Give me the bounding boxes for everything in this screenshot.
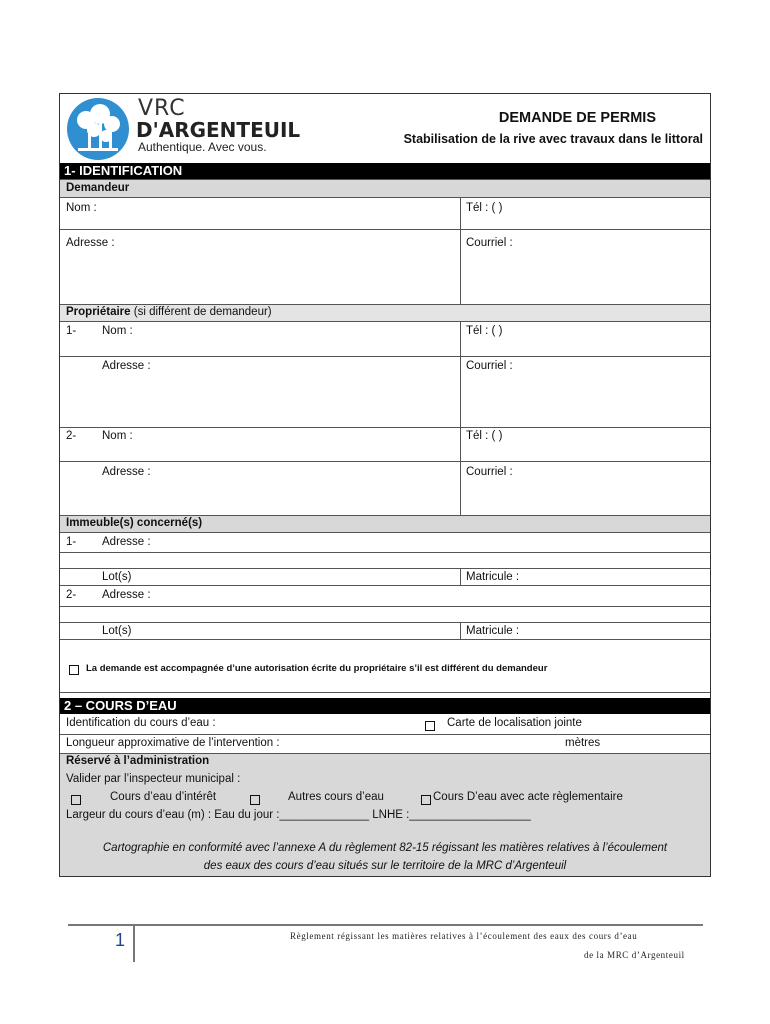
reserve-admin-panel [60, 753, 710, 876]
row-divider [60, 229, 710, 230]
row-divider [60, 461, 710, 462]
section-2-header [60, 698, 710, 714]
owner-1-num: 1- [66, 325, 77, 337]
column-divider [460, 622, 461, 639]
immeuble-heading: Immeuble(s) concerné(s) [66, 517, 203, 529]
row-divider [60, 552, 710, 553]
owner-2-adresse-label: Adresse : [102, 466, 151, 478]
row-divider [60, 356, 710, 357]
cartographie-line2: des eaux des cours d’eau situés sur le territoire de la MRC d’Argenteuil [203, 860, 567, 872]
autres-label: Autres cours d’eau [288, 791, 384, 803]
owner-1-courriel-label: Courriel : [466, 360, 513, 372]
immeuble-2-lot-label: Lot(s) [102, 625, 132, 637]
proprietaire-note: (si différent de demandeur) [130, 306, 272, 318]
proprietaire-heading-wrap [66, 306, 272, 318]
reserve-heading: Réservé à l’administration [66, 755, 210, 767]
interet-label: Cours d’eau d’intérêt [110, 791, 217, 803]
demandeur-header [60, 179, 710, 198]
page-subtitle: Stabilisation de la rive avec travaux dans le littoral [403, 132, 703, 146]
page-title: DEMANDE DE PERMIS [498, 110, 656, 126]
carte-label: Carte de localisation jointe [447, 717, 582, 729]
demandeur-tel-label: Tél : ( ) [466, 202, 503, 214]
footer-divider [133, 924, 135, 962]
autorisation-checkbox[interactable] [69, 662, 79, 680]
interet-checkbox[interactable] [71, 792, 81, 810]
immeuble-header [60, 515, 710, 533]
logo-line1: VRC [138, 96, 186, 121]
demandeur-adresse-label: Adresse : [66, 237, 115, 249]
owner-2-courriel-label: Courriel : [466, 466, 513, 478]
demandeur-courriel-label: Courriel : [466, 237, 513, 249]
proprietaire-header [60, 304, 710, 322]
demandeur-nom-label: Nom : [66, 202, 97, 214]
immeuble-2-matricule-label: Matricule : [466, 625, 520, 637]
mrc-logo-icon [64, 96, 132, 162]
immeuble-2-num: 2- [66, 589, 77, 601]
footer-rule [68, 924, 703, 926]
identification-label: Identification du cours d’eau : [66, 717, 216, 729]
acte-label: Cours D’eau avec acte règlementaire [433, 791, 623, 803]
autorisation-label: La demande est accompagnée d’une autorisation écrite du propriétaire s’il est différent du demandeur [86, 663, 548, 674]
owner-2-num: 2- [66, 430, 77, 442]
row-divider [60, 568, 710, 569]
permit-form [59, 93, 711, 877]
acte-checkbox[interactable] [421, 792, 431, 810]
longueur-label: Longueur approximative de l’intervention : [66, 737, 280, 749]
immeuble-1-lot-label: Lot(s) [102, 571, 132, 583]
proprietaire-heading: Propriétaire [66, 306, 131, 318]
row-divider [60, 622, 710, 623]
row-divider [60, 692, 710, 693]
page-number: 1 [115, 930, 126, 950]
owner-1-tel-label: Tél : ( ) [466, 325, 503, 337]
section-2-title: 2 – COURS D’EAU [64, 698, 177, 713]
column-divider [460, 198, 461, 304]
column-divider [460, 568, 461, 585]
column-divider [460, 322, 461, 515]
section-1-title: 1- IDENTIFICATION [64, 163, 183, 178]
section-1-header [60, 163, 710, 179]
row-divider [60, 585, 710, 586]
row-divider [60, 606, 710, 607]
footer-line1: Règlement régissant les matières relatives à l’écoulement des eaux des cours d’eau [290, 931, 638, 941]
autres-checkbox[interactable] [250, 792, 260, 810]
logo-tagline: Authentique. Avec vous. [138, 140, 267, 154]
logo-line2: D'ARGENTEUIL [136, 118, 301, 142]
owner-1-nom-label: Nom : [102, 325, 133, 337]
owner-1-adresse-label: Adresse : [102, 360, 151, 372]
row-divider [60, 734, 710, 735]
immeuble-1-matricule-label: Matricule : [466, 571, 520, 583]
row-divider [60, 427, 710, 428]
immeuble-2-adresse-label: Adresse : [102, 589, 151, 601]
largeur-label: Largeur du cours d’eau (m) : Eau du jour :______________ LNHE :___________________ [66, 809, 531, 821]
owner-2-tel-label: Tél : ( ) [466, 430, 503, 442]
owner-2-nom-label: Nom : [102, 430, 133, 442]
metres-label: mètres [565, 737, 601, 749]
footer-line2: de la MRC d’Argenteuil [584, 950, 685, 960]
demandeur-heading: Demandeur [66, 182, 130, 194]
immeuble-1-num: 1- [66, 536, 77, 548]
row-divider [60, 639, 710, 640]
cartographie-line1: Cartographie en conformité avec l’annexe A du règlement 82-15 régissant les matières relatives à l’écoulement [102, 842, 668, 854]
immeuble-1-adresse-label: Adresse : [102, 536, 151, 548]
valider-label: Valider par l’inspecteur municipal : [66, 773, 241, 785]
